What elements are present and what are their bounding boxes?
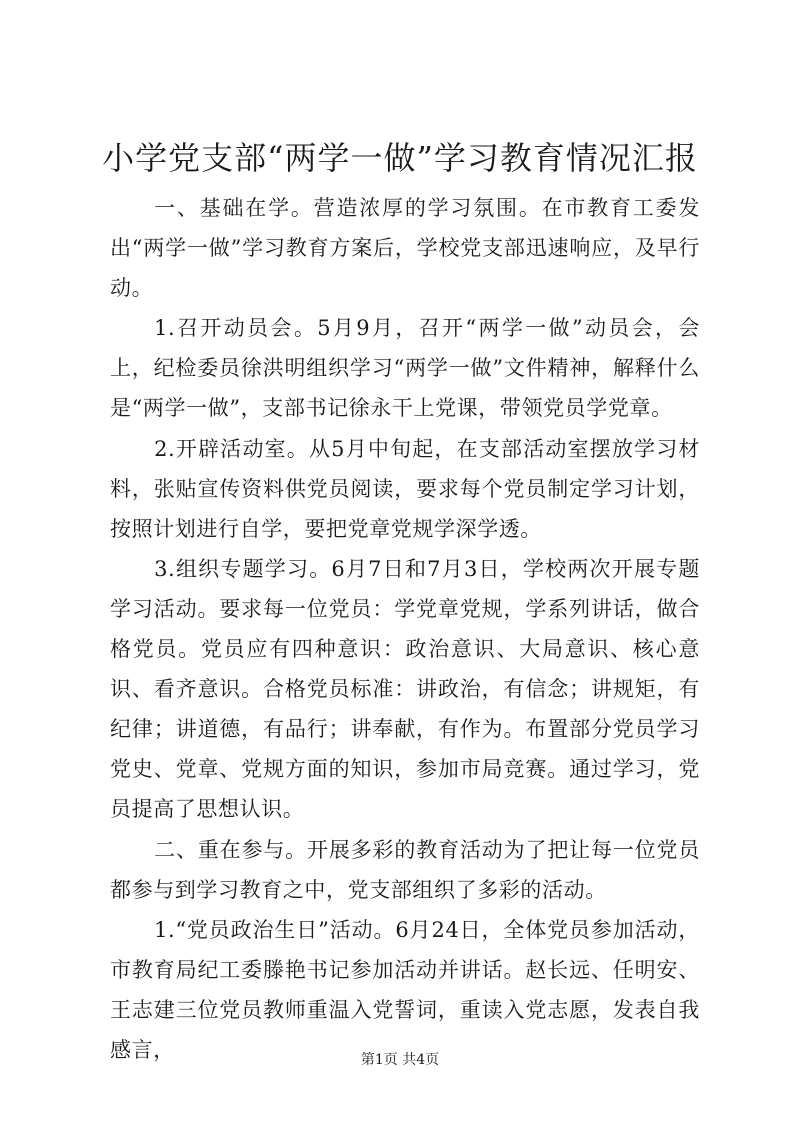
page-number-footer: 第1页 共4页 (360, 1052, 440, 1068)
paragraph: 1.“党员政治生日”活动。6月24日，全体党员参加活动，市教育局纪工委滕艳书记参加活动并讲话。赵长远、任明安、王志建三位党员教师重温入党誓词，重读入党志愿，发表自我感言， (110, 917, 700, 1062)
document-body (110, 188, 700, 1070)
paragraph: 一、基础在学。营造浓厚的学习氛围。在市教育工委发出“两学一做”学习教育方案后，学校党支部迅速响应，及早行动。 (110, 196, 700, 301)
paragraph: 二、重在参与。开展多彩的教育活动为了把让每一位党员都参与到学习教育之中，党支部组织了多彩的活动。 (110, 837, 700, 902)
paragraph: 3.组织专题学习。6月7日和7月3日，学校两次开展专题学习活动。要求每一位党员：学党章党规，学系列讲话，做合格党员。党员应有四种意识：政治意识、大局意识、核心意识、看齐意识。合格党员标准：讲政治，有信念；讲规矩，有纪律；讲道德，有品行；讲奉献，有作为。布置部分党员学习党史、党章、党规方面的知识，参加市局竞赛。通过学习，党员提高了思想认识。 (110, 556, 700, 822)
paragraph: 1.召开动员会。5月9月，召开“两学一做”动员会，会上，纪检委员徐洪明组织学习“两学一做”文件精神，解释什么是“两学一做”，支部书记徐永干上党课，带领党员学党章。 (110, 316, 700, 421)
document-title: 小学党支部“两学一做”学习教育情况汇报 (102, 139, 698, 177)
paragraph: 2.开辟活动室。从5月中旬起，在支部活动室摆放学习材料，张贴宣传资料供党员阅读，要求每个党员制定学习计划，按照计划进行自学，要把党章党规学深学透。 (110, 436, 700, 541)
